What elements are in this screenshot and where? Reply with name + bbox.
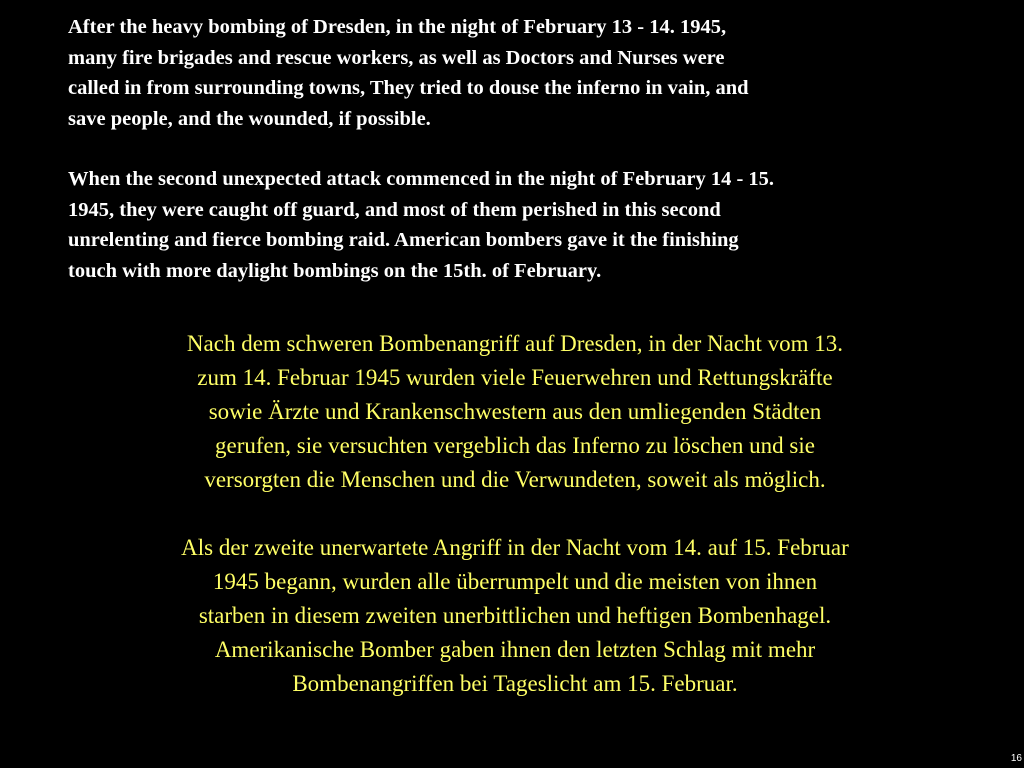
slide-number: 16	[1010, 753, 1022, 764]
english-paragraph-2: When the second unexpected attack commenced in the night of February 14 - 15. 1945, they were caught off guard, and most of them perished in this second unrelenting and fierce bombing raid. American bombers gave it the finishing touch with more daylight bombings on the 15th. of February.	[68, 168, 775, 282]
german-paragraph-1: Nach dem schweren Bombenangriff auf Dresden, in der Nacht vom 13. zum 14. Februar 1945 wurden viele Feuerwehren und Rettungskräfte sowie Ärzte und Krankenschwestern aus den umliegenden Städten gerufen, sie versuchten vergeblich das Inferno zu löschen und sie versorgten die Menschen und die Verwundeten, soweit als möglich.	[186, 331, 844, 492]
german-text-block	[60, 327, 970, 701]
german-paragraph-2: Als der zweite unerwartete Angriff in der Nacht vom 14. auf 15. Februar 1945 begann, wurden alle überrumpelt und die meisten von ihnen starben in diesem zweiten unerbittlichen und heftigen Bombenhagel. Amerikanische Bomber gaben ihnen den letzten Schlag mit mehr Bombenangriffen bei Tageslicht am 15. Februar.	[181, 535, 849, 696]
english-text-block	[68, 12, 968, 286]
english-paragraph-1: After the heavy bombing of Dresden, in the night of February 13 - 14. 1945, many fire brigades and rescue workers, as well as Doctors and Nurses were called in from surrounding towns, They tried to douse the inferno in vain, and save people, and the wounded, if possible.	[68, 16, 749, 130]
